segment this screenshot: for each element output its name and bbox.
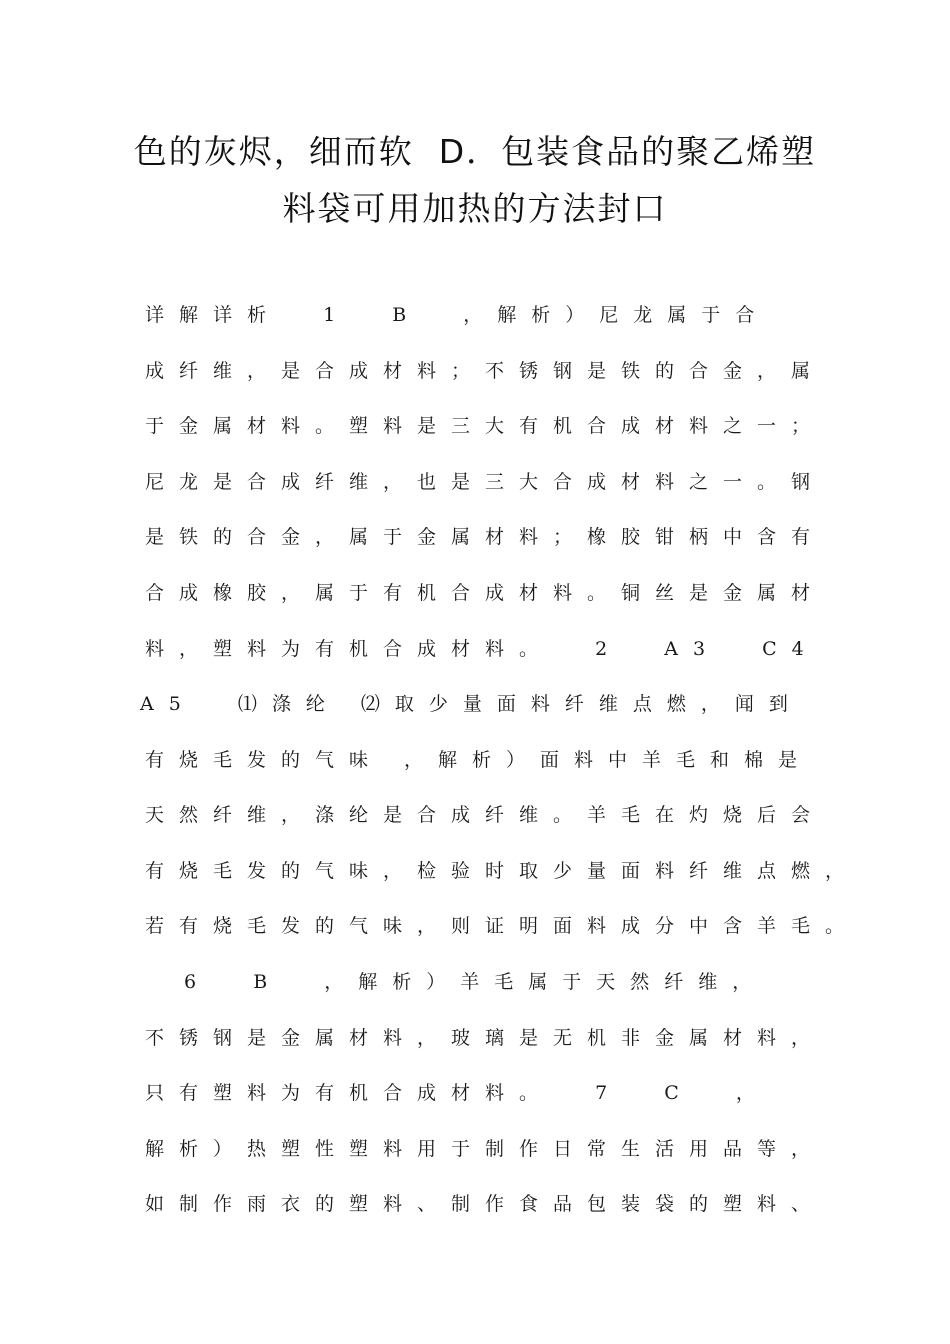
body-line: 若有烧毛发的气味，则证明面料成分中含羊毛。 bbox=[145, 915, 860, 937]
body-line: 于金属材料。塑料是三大有机合成材料之一； bbox=[145, 415, 826, 437]
body-line: 不锈钢是金属材料，玻璃是无机非金属材料， bbox=[145, 1027, 826, 1049]
body-line: A5 ⑴涤纶 ⑵取少量面料纤维点燃，闻到 bbox=[140, 693, 803, 715]
body-line: 有烧毛发的气味，检验时取少量面料纤维点燃， bbox=[145, 860, 860, 882]
heading-line-1: 色的灰烬，细而软 D．包装食品的聚乙烯塑 bbox=[133, 132, 817, 171]
body-line: 如制作雨衣的塑料、制作食品包装袋的塑料、 bbox=[145, 1193, 826, 1215]
body-line: 料，塑料为有机合成材料。 2 A3 C4 bbox=[145, 638, 819, 660]
body-line: 尼龙是合成纤维，也是三大合成材料之一。钢 bbox=[145, 471, 826, 493]
body-line: 只有塑料为有机合成材料。 7 C ， bbox=[145, 1082, 770, 1104]
body-line: 成纤维，是合成材料；不锈钢是铁的合金，属 bbox=[145, 360, 826, 382]
body-line: 解析）热塑性塑料用于制作日常生活用品等， bbox=[145, 1138, 826, 1160]
body-line: 是铁的合金，属于金属材料；橡胶钳柄中含有 bbox=[145, 526, 826, 548]
body-line: 天然纤维，涤纶是合成纤维。羊毛在灼烧后会 bbox=[145, 804, 826, 826]
heading-line-2: 料袋可用加热的方法封口 bbox=[282, 189, 668, 228]
body-line: 6 B ，解析）羊毛属于天然纤维， bbox=[163, 971, 767, 993]
body-line: 详解详析 1 B ，解析）尼龙属于合 bbox=[145, 304, 770, 326]
body-line: 有烧毛发的气味 ，解析）面料中羊毛和棉是 bbox=[145, 749, 813, 771]
body-line: 合成橡胶，属于有机合成材料。铜丝是金属材 bbox=[145, 582, 826, 604]
